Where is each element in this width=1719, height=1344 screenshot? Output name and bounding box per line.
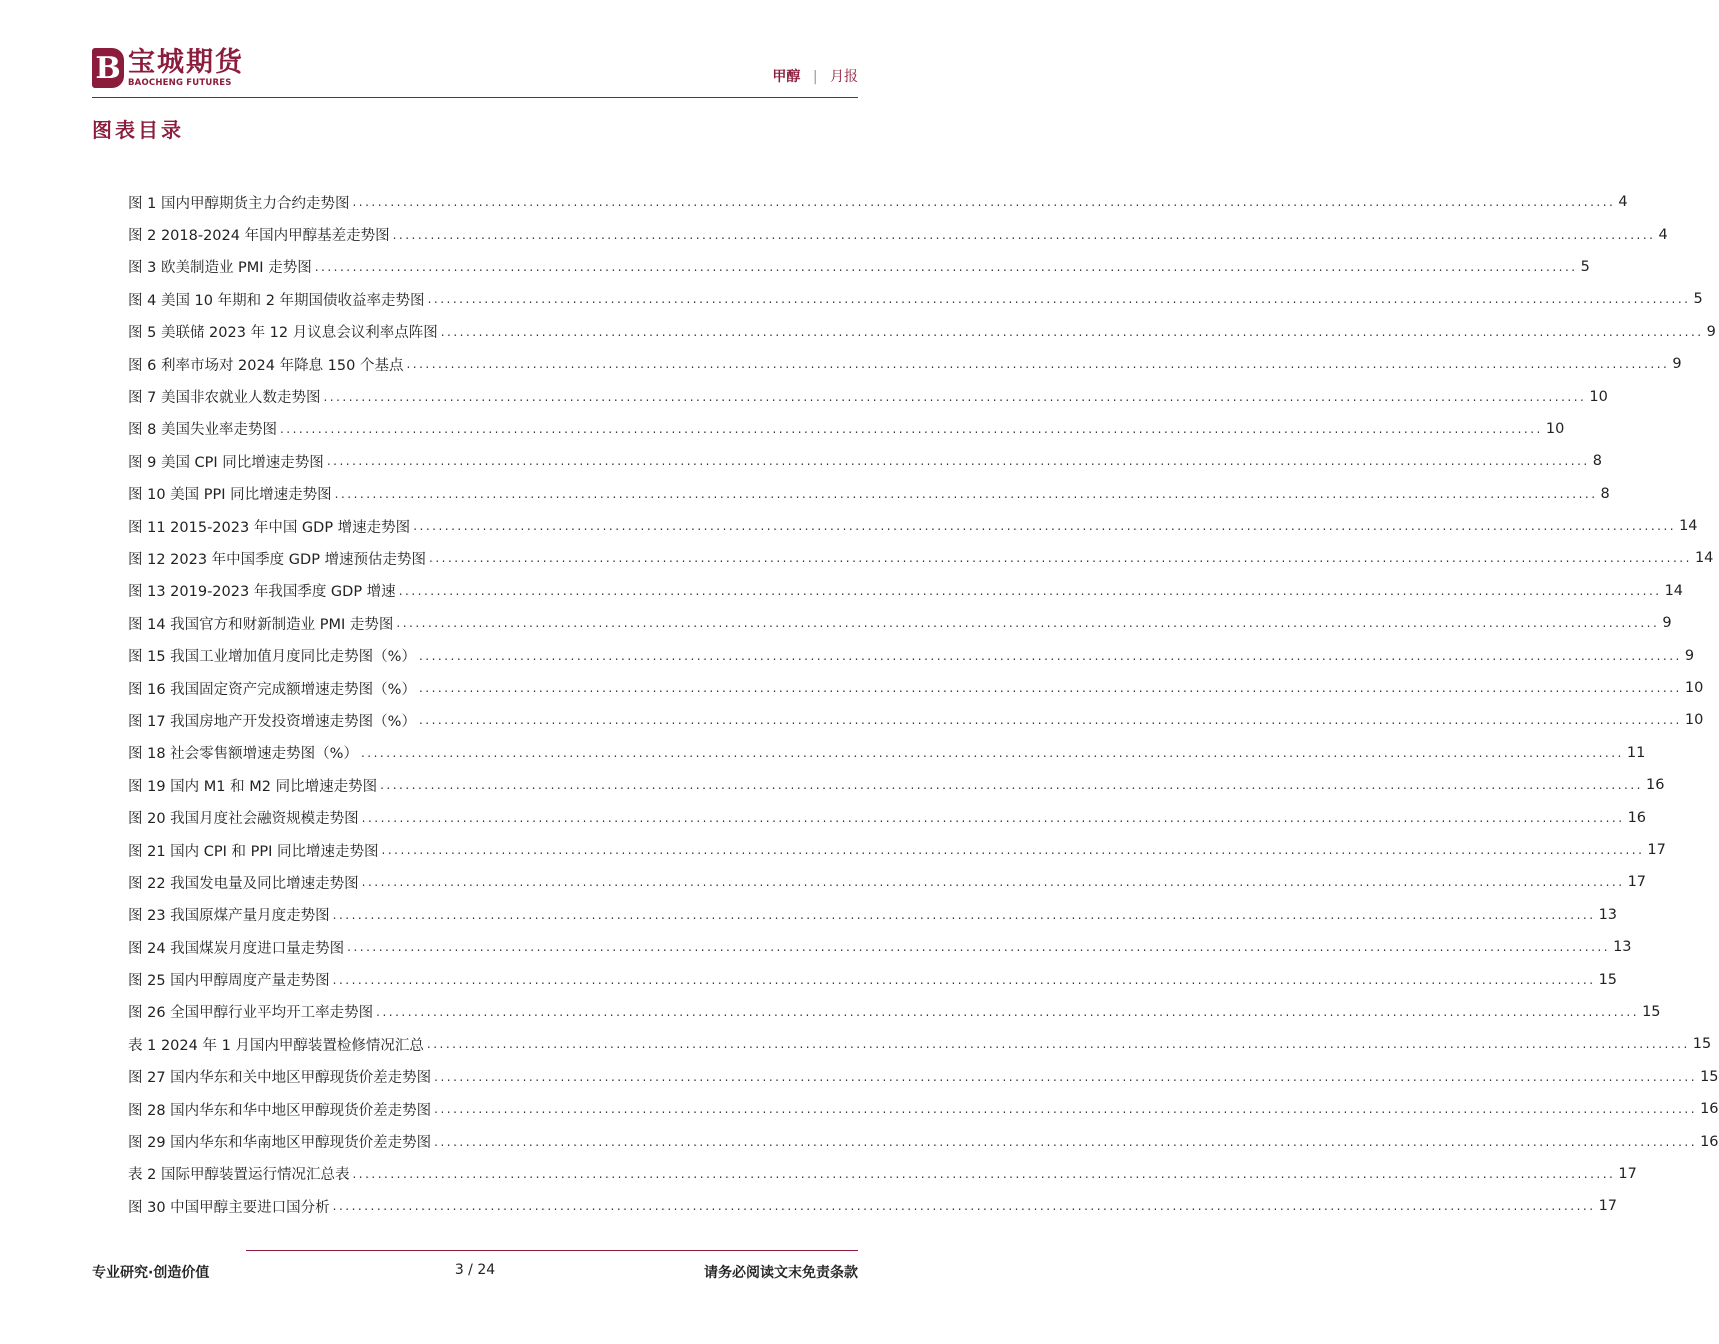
toc-entry-page: 10: [1545, 420, 1565, 437]
toc-entry[interactable]: [128, 866, 1647, 898]
toc-entry[interactable]: [128, 478, 1610, 510]
toc-leader-dots: ........................................................................................................................................................................................................: [380, 778, 1643, 793]
toc-entry-page: 16: [1627, 809, 1647, 826]
toc-entry-page: 15: [1700, 1068, 1719, 1085]
toc-entry-label: 图 6 利率市场对 2024 年降息 150 个基点: [128, 357, 404, 374]
logo-text: [128, 48, 244, 88]
toc-entry[interactable]: [128, 186, 1628, 218]
toc-entry-label: 图 25 国内甲醇周度产量走势图: [128, 973, 330, 990]
toc-entry[interactable]: [128, 542, 1714, 574]
toc-entry-page: 17: [1647, 842, 1666, 858]
toc-entry[interactable]: [128, 639, 1695, 671]
toc-entry-label: 图 13 2019-2023 年我国季度 GDP 增速: [128, 584, 396, 601]
page-header: [92, 48, 858, 98]
toc-leader-dots: ........................................................................................................................................................................................................: [376, 1004, 1640, 1019]
toc-entry-page: 9: [1662, 615, 1672, 632]
toc-leader-dots: ........................................................................................................................................................................................................: [434, 1134, 1698, 1149]
toc-leader-dots: ........................................................................................................................................................................................................: [418, 648, 1682, 663]
toc-leader-dots: ........................................................................................................................................................................................................: [440, 324, 1704, 339]
toc-entry[interactable]: [128, 348, 1682, 380]
toc-entry[interactable]: [128, 996, 1661, 1028]
toc-leader-dots: ........................................................................................................................................................................................................: [279, 421, 1543, 436]
toc-leader-dots: ........................................................................................................................................................................................................: [334, 486, 1598, 501]
logo-mark-icon: B: [92, 48, 124, 88]
toc-entry-label: 图 29 国内华东和华南地区甲醇现货价差走势图: [128, 1135, 432, 1152]
toc-entry-label: 图 17 我国房地产开发投资增速走势图（%）: [128, 713, 416, 730]
toc-entry-page: 5: [1693, 291, 1703, 308]
toc-leader-dots: ........................................................................................................................................................................................................: [434, 1102, 1698, 1117]
toc-entry-page: 11: [1626, 744, 1646, 761]
toc-entry-page: 14: [1694, 550, 1714, 567]
toc-leader-dots: ........................................................................................................................................................................................................: [418, 681, 1682, 696]
toc-entry[interactable]: [128, 1093, 1719, 1125]
toc-entry-label: 图 30 中国甲醇主要进口国分析: [128, 1199, 330, 1216]
toc-leader-dots: ........................................................................................................................................................................................................: [426, 1037, 1690, 1052]
toc-entry-label: 图 3 欧美制造业 PMI 走势图: [128, 260, 312, 277]
toc-entry-page: 10: [1684, 712, 1704, 729]
disclaimer-notice: 请务必阅读文末免责条款: [704, 1265, 858, 1281]
toc-entry-label: 图 27 国内华东和关中地区甲醇现货价差走势图: [128, 1070, 432, 1087]
toc-leader-dots: ........................................................................................................................................................................................................: [352, 195, 1616, 210]
toc-entry[interactable]: [128, 801, 1647, 833]
toc-leader-dots: ........................................................................................................................................................................................................: [332, 907, 1596, 922]
logo-cn: 宝城期货: [128, 47, 244, 78]
toc-entry-page: 5: [1580, 258, 1590, 275]
toc-entry[interactable]: [128, 899, 1618, 931]
toc-entry-page: 14: [1664, 582, 1684, 599]
toc-entry-page: 17: [1618, 1165, 1637, 1182]
toc-entry[interactable]: [128, 1190, 1618, 1222]
toc-leader-dots: ........................................................................................................................................................................................................: [406, 357, 1670, 372]
page-number: 3 / 24: [454, 1262, 496, 1278]
toc-entry[interactable]: [128, 575, 1684, 607]
toc-leader-dots: ........................................................................................................................................................................................................: [392, 227, 1656, 242]
toc-entry[interactable]: [128, 672, 1704, 704]
toc-entry-label: 图 15 我国工业增加值月度同比走势图（%）: [128, 649, 416, 666]
header-separator: |: [812, 69, 818, 85]
toc-entry-label: 图 11 2015-2023 年中国 GDP 增速走势图: [128, 519, 411, 536]
toc-entry-page: 13: [1598, 906, 1618, 923]
toc-entry-label: 图 21 国内 CPI 和 PPI 同比增速走势图: [128, 843, 379, 860]
toc-entry[interactable]: [128, 380, 1608, 412]
toc-entry-page: 9: [1684, 647, 1695, 664]
toc-leader-dots: ........................................................................................................................................................................................................: [434, 1069, 1698, 1084]
toc-entry[interactable]: [128, 737, 1646, 769]
toc-entry-label: 图 4 美国 10 年期和 2 年期国债收益率走势图: [128, 292, 425, 309]
toc-entry-page: 9: [1672, 356, 1682, 373]
footer-divider: [246, 1250, 858, 1251]
toc-entry[interactable]: [128, 510, 1698, 542]
toc-leader-dots: ........................................................................................................................................................................................................: [360, 745, 1624, 760]
toc-entry-label: 图 9 美国 CPI 同比增速走势图: [128, 454, 324, 471]
toc-entry-page: 17: [1598, 1198, 1618, 1215]
toc-entry[interactable]: [128, 1028, 1712, 1060]
logo-en: BAOCHENG FUTURES: [128, 78, 232, 88]
toc-entry-page: 4: [1618, 194, 1628, 211]
toc-entry-label: 图 22 我国发电量及同比增速走势图: [128, 875, 359, 892]
toc-entry-label: 图 1 国内甲醇期货主力合约走势图: [128, 195, 350, 212]
page-title: 图表目录: [92, 118, 184, 142]
toc-entry-label: 图 20 我国月度社会融资规模走势图: [128, 811, 359, 828]
toc-entry-page: 8: [1592, 453, 1602, 470]
toc-entry-page: 15: [1642, 1003, 1661, 1020]
company-logo: [92, 48, 244, 88]
toc-entry-page: 9: [1706, 323, 1716, 340]
toc-entry[interactable]: [128, 963, 1618, 995]
toc-entry[interactable]: [128, 704, 1704, 736]
toc-entry-label: 图 16 我国固定资产完成额增速走势图（%）: [128, 681, 416, 698]
toc-entry-label: 图 26 全国甲醇行业平均开工率走势图: [128, 1005, 374, 1022]
toc-entry-label: 图 5 美联储 2023 年 12 月议息会议利率点阵图: [128, 325, 438, 342]
toc-entry-page: 16: [1700, 1133, 1719, 1150]
toc-leader-dots: ........................................................................................................................................................................................................: [413, 519, 1677, 534]
toc-entry-label: 图 24 我国煤炭月度进口量走势图: [128, 940, 345, 957]
toc-leader-dots: ........................................................................................................................................................................................................: [398, 583, 1662, 598]
toc-entry-label: 图 12 2023 年中国季度 GDP 增速预估走势图: [128, 551, 427, 568]
toc-leader-dots: ........................................................................................................................................................................................................: [381, 843, 1645, 857]
toc-entry-page: 15: [1598, 971, 1618, 988]
product-name: 甲醇: [772, 69, 801, 85]
toc-entry-page: 10: [1589, 388, 1608, 405]
toc-entry-label: 图 23 我国原煤产量月度走势图: [128, 908, 330, 925]
header-meta: [772, 66, 858, 86]
toc-entry-label: 图 19 国内 M1 和 M2 同比增速走势图: [128, 778, 378, 795]
toc-leader-dots: ........................................................................................................................................................................................................: [418, 713, 1682, 728]
toc-entry-page: 10: [1684, 680, 1704, 697]
toc-entry[interactable]: [128, 1061, 1719, 1093]
report-type: 月报: [830, 69, 858, 85]
toc-entry[interactable]: [128, 1125, 1719, 1157]
toc-entry[interactable]: [128, 445, 1602, 477]
toc-leader-dots: ........................................................................................................................................................................................................: [361, 810, 1625, 825]
toc-entry[interactable]: [128, 607, 1672, 639]
toc-leader-dots: ........................................................................................................................................................................................................: [326, 454, 1590, 469]
toc-entry-label: 图 2 2018-2024 年国内甲醇基差走势图: [128, 228, 390, 245]
toc-entry-page: 15: [1692, 1036, 1712, 1053]
toc-entry[interactable]: [128, 931, 1632, 963]
toc-entry-page: 13: [1613, 939, 1632, 956]
toc-entry[interactable]: [128, 218, 1668, 250]
toc-entry[interactable]: [128, 1158, 1637, 1190]
toc-list: [128, 186, 1719, 1223]
toc-leader-dots: ........................................................................................................................................................................................................: [323, 389, 1587, 404]
toc-entry-label: 图 7 美国非农就业人数走势图: [128, 390, 321, 407]
page-footer: [92, 1262, 858, 1282]
toc-entry[interactable]: [128, 834, 1666, 866]
toc-entry[interactable]: [128, 251, 1590, 283]
toc-leader-dots: ........................................................................................................................................................................................................: [396, 616, 1660, 631]
toc-leader-dots: ........................................................................................................................................................................................................: [332, 972, 1596, 987]
toc-entry-label: 表 2 国际甲醇装置运行情况汇总表: [128, 1167, 350, 1184]
toc-entry-label: 图 28 国内华东和华中地区甲醇现货价差走势图: [128, 1102, 432, 1119]
toc-entry[interactable]: [128, 413, 1565, 445]
toc-entry[interactable]: [128, 769, 1665, 801]
toc-leader-dots: ........................................................................................................................................................................................................: [429, 551, 1692, 566]
toc-entry-label: 图 8 美国失业率走势图: [128, 422, 277, 439]
header-divider: [92, 97, 858, 98]
toc-leader-dots: ........................................................................................................................................................................................................: [332, 1199, 1596, 1214]
toc-entry[interactable]: [128, 283, 1703, 315]
toc-entry[interactable]: [128, 316, 1716, 348]
toc-leader-dots: ........................................................................................................................................................................................................: [347, 940, 1611, 955]
toc-entry-page: 17: [1627, 874, 1647, 891]
toc-entry-label: 图 14 我国官方和财新制造业 PMI 走势图: [128, 616, 394, 633]
toc-entry-page: 8: [1600, 485, 1610, 502]
toc-leader-dots: ........................................................................................................................................................................................................: [361, 875, 1625, 890]
toc-leader-dots: ........................................................................................................................................................................................................: [314, 259, 1578, 274]
toc-entry-page: 14: [1679, 518, 1698, 535]
toc-leader-dots: ........................................................................................................................................................................................................: [427, 292, 1691, 307]
toc-entry-label: 图 18 社会零售额增速走势图（%）: [128, 746, 358, 763]
toc-entry-label: 表 1 2024 年 1 月国内甲醇装置检修情况汇总: [128, 1037, 424, 1054]
toc-leader-dots: ........................................................................................................................................................................................................: [352, 1166, 1616, 1181]
toc-entry-page: 16: [1700, 1101, 1719, 1118]
toc-entry-label: 图 10 美国 PPI 同比增速走势图: [128, 487, 332, 504]
toc-entry-page: 4: [1658, 226, 1668, 243]
footer-slogan: 专业研究·创造价值: [92, 1265, 210, 1281]
toc-entry-page: 16: [1645, 777, 1665, 794]
